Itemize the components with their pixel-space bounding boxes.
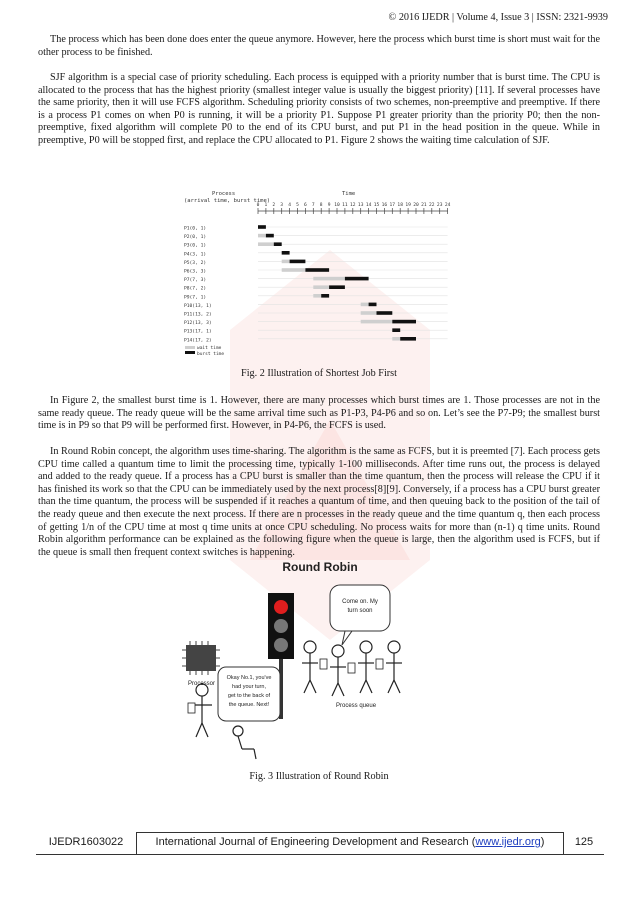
- time-tick-label: 11: [342, 203, 348, 208]
- svg-text:the queue. Next!: the queue. Next!: [228, 702, 270, 708]
- svg-text:Come on. My: Come on. My: [342, 599, 378, 605]
- process-row-label: P4(3, 1): [184, 252, 207, 258]
- journal-name: International Journal of Engineering Development and Research (www.ijedr.org): [155, 836, 545, 848]
- time-tick-label: 2: [272, 203, 276, 208]
- burst-bar: [321, 294, 329, 298]
- time-tick-label: 20: [413, 203, 419, 208]
- processor-icon: [182, 641, 220, 675]
- svg-text:had your turn,: had your turn,: [232, 684, 266, 690]
- wait-bar: [392, 337, 400, 341]
- time-tick-label: 1: [264, 203, 268, 208]
- burst-bar: [258, 225, 266, 229]
- svg-text:get to the back of: get to the back of: [227, 693, 271, 699]
- burst-bar: [377, 311, 393, 315]
- process-row-label: P8(7, 2): [184, 286, 207, 292]
- time-tick-label: 14: [365, 203, 372, 208]
- process-row-label: P11(13, 2): [184, 312, 212, 318]
- time-tick-label: 21: [421, 203, 427, 208]
- figure-2-caption: Fig. 2 Illustration of Shortest Job First: [241, 368, 397, 379]
- process-row-label: P14(17, 2): [184, 338, 212, 344]
- time-tick-label: 23: [436, 203, 443, 208]
- wait-bar: [313, 285, 329, 289]
- paragraph-2: SJF algorithm is a special case of priority scheduling. Each process is equipped with a priority number that is burst time. The CPU is allocated to the process that has the highest priority (smallest integer value is usually the biggest priority) [11]. If several processes have the same priority, then it will use FCFS algorithm. Scheduling priority consists of two schemes, non-preemptive and preemptive. If there is a process P1 comes on when P0 is running, it will be a priority P1. Suppose P1 greater priority than the priority P0; then the non-preemptive, fixed algorithm will complete P0 to the end of its CPU burst, and put P1 in the head position in the queue. While in preemptive, P0 will be stopped first, and replace the CPU allocated to P1. Figure 2 shows the waiting time calculation of SJF.: [38, 72, 600, 146]
- time-tick-label: 0: [256, 203, 260, 208]
- time-tick-label: 5: [296, 203, 299, 208]
- burst-bar: [266, 234, 274, 238]
- burst-bar: [329, 285, 345, 289]
- time-tick-label: 17: [389, 203, 396, 208]
- time-tick-label: 9: [327, 203, 331, 208]
- wait-bar: [313, 294, 321, 298]
- figure-3-caption: Fig. 3 Illustration of Round Robin: [249, 771, 389, 782]
- burst-bar: [282, 251, 290, 255]
- wait-bar: [282, 268, 306, 272]
- time-tick-label: 12: [350, 203, 356, 208]
- paragraph-1: The process which has been done does enter the queue anymore. However, here the process which burst time is short must wait for the other process to be finished.: [38, 34, 600, 58]
- paragraph-3: In Figure 2, the smallest burst time is 1. However, there are many processes which burst times are 1. Those processes are not in the same ready queue. The ready queue will be the same arrival time such as P1-P3, P4-P6 and so on. Let’s see the P7-P9; the smallest burst time is in P9 so that P9 will be performed first. However, in P4-P6, the FCFS is used.: [38, 395, 600, 432]
- wait-bar: [361, 311, 377, 315]
- process-row-label: P12(13, 3): [184, 321, 212, 327]
- page-header: © 2016 IJEDR | Volume 4, Issue 3 | ISSN: 2321-9939: [388, 12, 608, 23]
- process-row-label: P2(0, 1): [184, 235, 207, 241]
- process-row-label: P3(0, 1): [184, 243, 207, 249]
- burst-bar: [392, 328, 400, 332]
- wait-bar: [313, 277, 345, 281]
- time-tick-label: 8: [319, 203, 323, 208]
- process-row-label: P9(7, 1): [184, 295, 207, 301]
- process-row-label: P6(3, 3): [184, 269, 207, 275]
- time-tick-label: 22: [429, 203, 435, 208]
- time-tick-label: 13: [357, 203, 364, 208]
- chart-header-sub: (arrival time, burst time): [184, 198, 271, 204]
- burst-bar: [345, 277, 369, 281]
- burst-bar: [290, 260, 306, 264]
- process-row-label: P5(3, 2): [184, 260, 207, 266]
- time-tick-label: 7: [311, 203, 315, 208]
- burst-bar: [400, 337, 416, 341]
- svg-text:Okay No.1, you've: Okay No.1, you've: [226, 675, 272, 681]
- figure-3-illustration: [180, 555, 460, 760]
- burst-bar: [305, 268, 329, 272]
- time-tick-label: 18: [397, 203, 403, 208]
- burst-bar: [392, 320, 416, 324]
- svg-text:turn soon: turn soon: [347, 608, 373, 614]
- processor-label: Processor: [188, 681, 216, 687]
- process-row-label: P13(17, 1): [184, 329, 212, 335]
- time-tick-label: 16: [381, 203, 388, 208]
- process-row-label: P1(0, 1): [184, 226, 207, 232]
- time-tick-label: 3: [280, 203, 284, 208]
- time-tick-label: 24: [444, 203, 451, 208]
- time-tick-label: 10: [334, 203, 340, 208]
- time-tick-label: 19: [405, 203, 411, 208]
- time-tick-label: 4: [288, 203, 291, 208]
- wait-bar: [258, 242, 274, 246]
- wait-bar: [361, 303, 369, 307]
- chart-header-process: Process: [212, 191, 236, 197]
- page-footer: [36, 832, 604, 854]
- legend-burst-label: burst time: [197, 352, 225, 357]
- speech-bubble-top: [330, 585, 390, 645]
- time-tick-label: 15: [373, 203, 380, 208]
- process-row-label: P10(13, 1): [184, 303, 212, 309]
- legend-wait-swatch: [185, 346, 195, 349]
- process-queue-label: Process queue: [336, 703, 377, 709]
- page-number: 125: [574, 836, 594, 848]
- paragraph-4: In Round Robin concept, the algorithm uses time-sharing. The algorithm is the same as FCFS, but it is preemted [7]. Each process gets CPU time called a quantum time to limit the processing time, typically 1-100 milliseconds. After time runs out, the process is delayed and added to the ready queue. If a process has a CPU burst is smaller than the time quantum, then the process will release the CPU if it has finished its work so that the CPU can be immediately used by the next process[8][9]. Conversely, if a process has a CPU burst greater than the time quantum, the process will be suspended if it reaches a quantum of time, and then queuing back to the position of the tail of the ready queue and then execute the next process. If there are n processes in the ready queue and the time quantum q, then each process of getting 1/n of the CPU time at most q time units at once CPU scheduling. No process waits for more than (n-1) q time units. Round Robin algorithm performance can be explained as the following figure when the queue is large, then the algorithm used is FCFS, but if the queue is small then frequent context switches is happening.: [38, 446, 600, 558]
- paper-code: IJEDR1603022: [48, 836, 124, 848]
- legend-wait-label: wait time: [197, 346, 222, 351]
- journal-link[interactable]: www.ijedr.org: [475, 836, 541, 848]
- chart-header-time: Time: [342, 191, 356, 197]
- time-tick-label: 6: [304, 203, 307, 208]
- legend-burst-swatch: [185, 351, 195, 354]
- wait-bar: [361, 320, 393, 324]
- speech-bubble-bottom: [218, 667, 280, 721]
- round-robin-title: Round Robin: [282, 560, 358, 574]
- wait-bar: [282, 260, 290, 264]
- wait-bar: [258, 234, 266, 238]
- process-row-label: P7(7, 3): [184, 278, 207, 284]
- figure-2-chart: [182, 185, 454, 357]
- seated-figure: [233, 726, 256, 759]
- burst-bar: [274, 242, 282, 246]
- burst-bar: [369, 303, 377, 307]
